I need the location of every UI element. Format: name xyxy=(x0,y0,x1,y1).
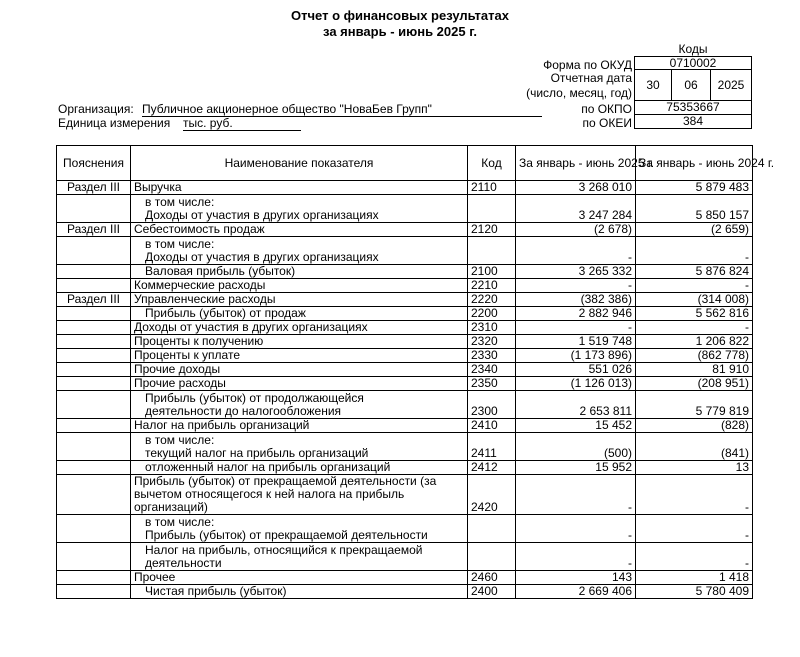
row-note xyxy=(57,349,131,363)
row-code: 2340 xyxy=(468,363,516,377)
row-current-value: - xyxy=(516,237,636,265)
row-indicator-name: Валовая прибыль (убыток) xyxy=(131,265,468,279)
row-indicator-name: Проценты к уплате xyxy=(131,349,468,363)
row-code: 2210 xyxy=(468,279,516,293)
row-code: 2410 xyxy=(468,419,516,433)
row-current-value: 2 669 406 xyxy=(516,585,636,599)
report-title: Отчет о финансовых результатах xyxy=(291,8,509,23)
okei-label: по ОКЕИ xyxy=(582,116,632,130)
row-current-value: (2 678) xyxy=(516,223,636,237)
okud-value: 0710002 xyxy=(634,56,752,70)
row-current-value: 3 265 332 xyxy=(516,265,636,279)
row-note xyxy=(57,543,131,571)
row-code xyxy=(468,515,516,543)
row-note xyxy=(57,321,131,335)
row-note xyxy=(57,419,131,433)
row-current-value: - xyxy=(516,475,636,515)
row-current-value: 143 xyxy=(516,571,636,585)
row-indicator-name: в том числе: Доходы от участия в других организациях xyxy=(131,237,468,265)
row-indicator-name: в том числе: текущий налог на прибыль организаций xyxy=(131,433,468,461)
row-previous-value: 81 910 xyxy=(636,363,753,377)
row-code: 2320 xyxy=(468,335,516,349)
row-indicator-name: Налог на прибыль организаций xyxy=(131,419,468,433)
financial-results-table xyxy=(56,145,775,599)
row-current-value: 15 452 xyxy=(516,419,636,433)
table-row xyxy=(57,433,753,461)
okud-label: Форма по ОКУД xyxy=(543,58,632,72)
row-note xyxy=(57,377,131,391)
table-row xyxy=(57,307,753,321)
row-previous-value: (2 659) xyxy=(636,223,753,237)
row-indicator-name: в том числе: Доходы от участия в других организациях xyxy=(131,195,468,223)
row-note xyxy=(57,475,131,515)
row-previous-value: 5 876 824 xyxy=(636,265,753,279)
okpo-label: по ОКПО xyxy=(581,102,632,116)
unit-label: Единица измерения xyxy=(58,116,171,130)
row-note: Раздел III xyxy=(57,223,131,237)
row-indicator-name: Налог на прибыль, относящийся к прекращаемой деятельности xyxy=(131,543,468,571)
table-row xyxy=(57,475,753,515)
row-previous-value: - xyxy=(636,475,753,515)
row-note xyxy=(57,461,131,475)
row-note xyxy=(57,265,131,279)
row-note xyxy=(57,237,131,265)
header-current-period: За январь - июнь 2025 г. xyxy=(516,146,636,181)
row-note xyxy=(57,363,131,377)
row-code: 2220 xyxy=(468,293,516,307)
row-note xyxy=(57,571,131,585)
table-row xyxy=(57,335,753,349)
row-previous-value: 1 418 xyxy=(636,571,753,585)
table-row xyxy=(57,515,753,543)
table-row xyxy=(57,543,753,571)
header-code: Код xyxy=(468,146,516,181)
row-previous-value: (841) xyxy=(636,433,753,461)
row-previous-value: 5 779 819 xyxy=(636,391,753,419)
row-code: 2350 xyxy=(468,377,516,391)
row-previous-value: - xyxy=(636,321,753,335)
row-code: 2400 xyxy=(468,585,516,599)
row-current-value: 15 952 xyxy=(516,461,636,475)
row-indicator-name: Управленческие расходы xyxy=(131,293,468,307)
organization-label: Организация: xyxy=(58,102,134,116)
row-current-value: 551 026 xyxy=(516,363,636,377)
table-row xyxy=(57,181,753,195)
row-code: 2100 xyxy=(468,265,516,279)
table-row xyxy=(57,293,753,307)
row-note xyxy=(57,335,131,349)
report-date-label: Отчетная дата xyxy=(550,71,632,85)
table-row xyxy=(57,223,753,237)
header-previous-period: За январь - июнь 2024 г. xyxy=(636,146,753,181)
row-code: 2300 xyxy=(468,391,516,419)
row-code: 2310 xyxy=(468,321,516,335)
row-current-value: 3 268 010 xyxy=(516,181,636,195)
row-current-value: 2 653 811 xyxy=(516,391,636,419)
row-indicator-name: Прибыль (убыток) от продаж xyxy=(131,307,468,321)
row-indicator-name: Выручка xyxy=(131,181,468,195)
row-previous-value: - xyxy=(636,515,753,543)
row-code: 2460 xyxy=(468,571,516,585)
table-row xyxy=(57,377,753,391)
row-indicator-name: Чистая прибыль (убыток) xyxy=(131,585,468,599)
row-indicator-name: в том числе: Прибыль (убыток) от прекращаемой деятельности xyxy=(131,515,468,543)
row-indicator-name: Прибыль (убыток) от прекращаемой деятельности (за вычетом относящегося к ней налога на прибыль организаций) xyxy=(131,475,468,515)
row-previous-value: (828) xyxy=(636,419,753,433)
row-previous-value: (314 008) xyxy=(636,293,753,307)
table-row xyxy=(57,363,753,377)
row-note: Раздел III xyxy=(57,293,131,307)
table-row xyxy=(57,265,753,279)
table-row xyxy=(57,195,753,223)
row-current-value: (382 386) xyxy=(516,293,636,307)
table-row xyxy=(57,349,753,363)
row-current-value: (1 173 896) xyxy=(516,349,636,363)
row-indicator-name: Коммерческие расходы xyxy=(131,279,468,293)
row-note xyxy=(57,195,131,223)
row-previous-value: 5 850 157 xyxy=(636,195,753,223)
row-current-value: - xyxy=(516,515,636,543)
table-row xyxy=(57,237,753,265)
table-header-row xyxy=(57,146,753,181)
row-indicator-name: Прибыль (убыток) от продолжающейся деятельности до налогообложения xyxy=(131,391,468,419)
header-indicator-name: Наименование показателя xyxy=(131,146,468,181)
row-current-value: - xyxy=(516,279,636,293)
row-previous-value: 13 xyxy=(636,461,753,475)
table-row xyxy=(57,461,753,475)
row-previous-value: 5 879 483 xyxy=(636,181,753,195)
row-previous-value: 5 780 409 xyxy=(636,585,753,599)
report-date-sub-label: (число, месяц, год) xyxy=(526,86,632,100)
row-code: 2411 xyxy=(468,433,516,461)
row-indicator-name: Себестоимость продаж xyxy=(131,223,468,237)
row-code: 2330 xyxy=(468,349,516,363)
row-current-value: - xyxy=(516,321,636,335)
row-note xyxy=(57,391,131,419)
table-row xyxy=(57,279,753,293)
row-code xyxy=(468,543,516,571)
row-code: 2120 xyxy=(468,223,516,237)
row-previous-value: 1 206 822 xyxy=(636,335,753,349)
report-year: 2025 xyxy=(710,69,752,101)
okpo-value: 75353667 xyxy=(634,100,752,115)
row-code xyxy=(468,195,516,223)
row-indicator-name: Доходы от участия в других организациях xyxy=(131,321,468,335)
row-note xyxy=(57,585,131,599)
row-code: 2200 xyxy=(468,307,516,321)
row-code: 2412 xyxy=(468,461,516,475)
row-previous-value: - xyxy=(636,279,753,293)
table-row xyxy=(57,419,753,433)
report-month: 06 xyxy=(671,69,711,101)
row-current-value: (1 126 013) xyxy=(516,377,636,391)
header-notes: Пояснения xyxy=(57,146,131,181)
row-indicator-name: Прочие расходы xyxy=(131,377,468,391)
row-code xyxy=(468,237,516,265)
table-row xyxy=(57,585,753,599)
row-indicator-name: Проценты к получению xyxy=(131,335,468,349)
row-code: 2420 xyxy=(468,475,516,515)
row-previous-value: 5 562 816 xyxy=(636,307,753,321)
row-note: Раздел III xyxy=(57,181,131,195)
row-indicator-name: отложенный налог на прибыль организаций xyxy=(131,461,468,475)
row-note xyxy=(57,515,131,543)
row-indicator-name: Прочие доходы xyxy=(131,363,468,377)
row-current-value: - xyxy=(516,543,636,571)
codes-header: Коды xyxy=(678,42,708,56)
row-note xyxy=(57,279,131,293)
row-note xyxy=(57,433,131,461)
row-previous-value: - xyxy=(636,237,753,265)
row-code: 2110 xyxy=(468,181,516,195)
row-previous-value: - xyxy=(636,543,753,571)
table-row xyxy=(57,321,753,335)
row-indicator-name: Прочее xyxy=(131,571,468,585)
okei-value: 384 xyxy=(634,114,752,129)
report-period: за январь - июнь 2025 г. xyxy=(323,24,477,39)
row-note xyxy=(57,307,131,321)
row-current-value: 1 519 748 xyxy=(516,335,636,349)
unit-value: тыс. руб. xyxy=(183,116,301,131)
table-row xyxy=(57,571,753,585)
row-previous-value: (862 778) xyxy=(636,349,753,363)
row-current-value: (500) xyxy=(516,433,636,461)
organization-name: Публичное акционерное общество "НоваБев Групп" xyxy=(142,102,542,117)
row-current-value: 2 882 946 xyxy=(516,307,636,321)
table-row xyxy=(57,391,753,419)
row-current-value: 3 247 284 xyxy=(516,195,636,223)
row-previous-value: (208 951) xyxy=(636,377,753,391)
report-day: 30 xyxy=(634,69,672,101)
